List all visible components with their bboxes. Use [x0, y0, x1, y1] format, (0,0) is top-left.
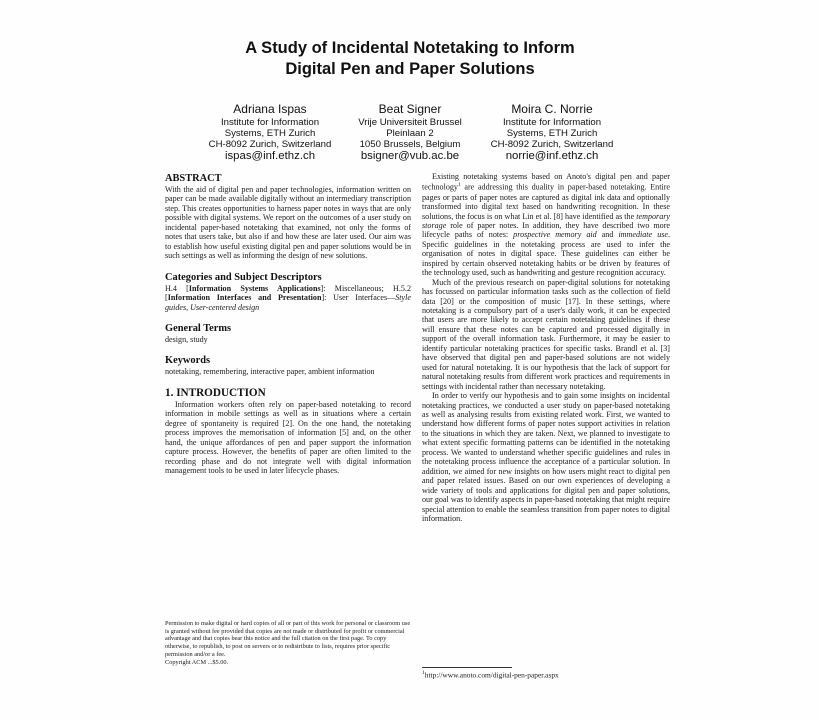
author-3 [452, 102, 652, 163]
paragraph: Much of the previous research on paper-digital solutions for notetaking has focussed on particular information tasks such as the collection of field data [20] or the composition of music [17]. In these settings, where notetaking is a compulsory part of a user's daily work, it can be expected that users are more likely to accept certain notetaking guidelines if these will ensure that these notes can be captured and processed digitally in support of the overall information task. Furthermore, it may be easier to identify particular notetaking practices for specific tasks. Brandl et al. [3] have observed that digital pen and paper-based solutions are not widely used for natural notetaking. It is our hypothesis that the lack of support for natural notetaking results from different work practices and requirements in settings with incidental rather than necessary notetaking. [422, 277, 670, 391]
author-email: ispas@inf.ethz.ch [224, 150, 316, 162]
permission-notice [165, 620, 411, 666]
footnote-rule [422, 667, 512, 668]
author-name: Moira C. Norrie [511, 102, 593, 116]
title-line-1: A Study of Incidental Notetaking to Inform [245, 39, 575, 57]
author-email: bsigner@vub.ac.be [360, 150, 460, 162]
general-terms-text: design, study [165, 334, 208, 344]
left-column [165, 172, 411, 476]
introduction-heading: 1. INTRODUCTION [165, 386, 266, 399]
author-affiliation: Institute for Information [220, 117, 320, 128]
author-email: norrie@inf.ethz.ch [505, 150, 599, 162]
right-column [422, 172, 670, 523]
paragraph: In order to verify our hypothesis and to gain some insights on incidental notetaking practices, we conducted a user study on paper-based notetaking as well as analysing results from existing related work. First, we wanted to understand how different forms of paper notes support activities in relation to the situations in which they are taken. Next, we planned to investigate to what extent specific formatting patterns can be identified in the notetaking process. We wanted to understand whether specific guidelines and rules in the notetaking process influence the acceptance of a particular solution. In addition, we aimed for new insights on how users might react to digital pen and paper related issues. Based on our own experiences of developing a wide variety of tools and applications for digital pen and paper solutions, our goal was to identify aspects in paper-based notetaking that might require special attention to enable the seamless transition from paper notes to digital information. [422, 391, 670, 523]
copyright-text: Copyright ACM ...$5.00. [165, 658, 229, 666]
general-terms-heading: General Terms [165, 322, 232, 334]
categories-heading: Categories and Subject Descriptors [165, 271, 322, 283]
footnote-link[interactable]: http://www.anoto.com/digital-pen-paper.aspx [424, 670, 559, 680]
categories-text: H.4 [Information Systems Applications]: Miscellaneous; H.5.2 [Information Interfaces and Presentation]: User Interfaces—Style guides, User-centered design [165, 283, 412, 312]
author-affiliation: Systems, ETH Zurich [224, 128, 316, 139]
paper-title [0, 38, 820, 80]
introduction-text: Information workers often rely on paper-based notetaking to record information in mobile settings as well as in situations where a certain degree of spontaneity is required [2]. On the one hand, the notetaking process improves the memorisation of information [5] and, on the other hand, the unique affordances of pen and paper support the information capture process. However, the benefits of paper are often limited to the recording phase and do not integrate well with digital information management tools to be used in later lifecycle phases. [165, 399, 411, 476]
author-affiliation: Vrije Universiteit Brussel [358, 117, 462, 128]
abstract-heading: ABSTRACT [165, 173, 222, 184]
paragraph: Existing notetaking systems based on Anoto's digital pen and paper technology$^1$ are addressing this duality in paper-based notetaking. Entire pages or parts of paper notes are captured as digital ink data and optionally transformed into digital text based on handwriting recognition. In these solutions, the focus is on what Lin et al. [8] have identified as the temporary storage role of paper notes. In addition, they have described two more lifecycle paths of notes: prospective memory aid and immediate use. Specific guidelines in the notetaking process are used to infer the organisation of notes in digital space. These guidelines can either be inspired by certain observed notetaking habits or be driven by features of the technology used, such as handwriting and gesture recognition accuracy. [422, 172, 671, 278]
keywords-text: notetaking, remembering, interactive paper, ambient information [165, 367, 375, 377]
author-affiliation: CH-8092 Zurich, Switzerland [490, 139, 614, 150]
author-affiliation: CH-8092 Zurich, Switzerland [208, 139, 332, 150]
author-affiliation: Institute for Information [502, 117, 602, 128]
footnote: $^1$http://www.anoto.com/digital-pen-paper.aspx [422, 670, 559, 680]
author-name: Beat Signer [378, 102, 442, 116]
author-affiliation: Systems, ETH Zurich [506, 128, 598, 139]
author-name: Adriana Ispas [233, 102, 307, 116]
title-line-2: Digital Pen and Paper Solutions [285, 60, 535, 78]
author-affiliation: 1050 Brussels, Belgium [359, 139, 461, 150]
abstract-text: With the aid of digital pen and paper technologies, information written on paper can be made available digitally without an intermediary transcription step. This creates opportunities to harness paper notes in ways that are only possible with digital systems. We report on the outcomes of a user study on incidental paper-based notetaking that examined, not only the forms of notes that users take, but also if and how these are later used. Our aim was to establish how useful existing digital pen and paper solutions would be in such settings as well as informing the design of new solutions. [165, 185, 411, 261]
keywords-heading: Keywords [165, 355, 211, 367]
author-affiliation: Pleinlaan 2 [386, 128, 434, 139]
permission-text: Permission to make digital or hard copies of all or part of this work for personal or classroom use is granted without fee provided that copies are not made or distributed for profit or commercial advantage and that copies bear this notice and the full citation on the first page. To copy otherwise, to republish, to post on servers or to redistribute to lists, requires prior specific permission and/or a fee. [165, 620, 411, 658]
